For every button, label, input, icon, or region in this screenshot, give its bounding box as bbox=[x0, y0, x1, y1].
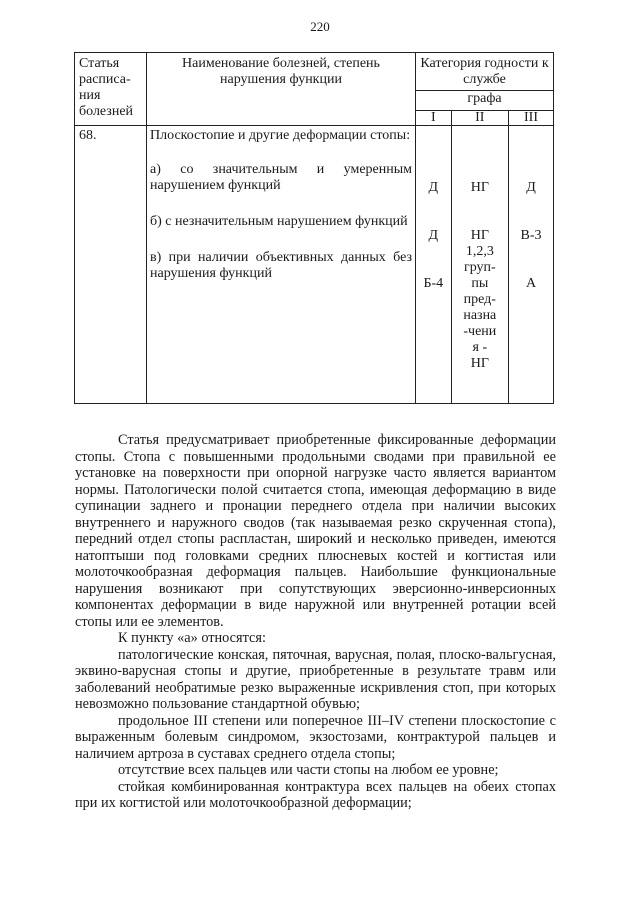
disease-schedule-table bbox=[74, 52, 554, 404]
paragraph-item-a-intro: К пункту «а» относятся: bbox=[118, 630, 266, 646]
header-graph: графа bbox=[416, 91, 554, 111]
item-b-col-3: В-3 bbox=[520, 228, 542, 243]
paragraph-item-a-4: стойкая комбинированная контрактура всех пальцев на обеих стопах при их когтистой или молоточкообразной деформации; bbox=[75, 778, 556, 811]
header-category: Категория годности к службе bbox=[416, 53, 554, 91]
item-b-col-1: Д bbox=[428, 228, 439, 243]
item-c-col-1: Б-4 bbox=[423, 276, 444, 291]
item-c-col-3: А bbox=[525, 276, 537, 291]
item-a-col-1: Д bbox=[428, 180, 439, 195]
row-title: Плоскостопие и другие деформации стопы: bbox=[150, 128, 411, 143]
header-column-2: II bbox=[451, 111, 508, 126]
header-article: Статья расписа-ния болезней bbox=[75, 53, 147, 126]
row-values-column-2 bbox=[451, 126, 508, 404]
row-values-column-3 bbox=[509, 126, 554, 404]
item-a-col-3: Д bbox=[526, 180, 536, 195]
item-c-col-2: 1,2,3 груп-пы пред-назна-чения - НГ bbox=[463, 244, 497, 371]
paragraph-item-a-3: отсутствие всех пальцев или части стопы на любом ее уровне; bbox=[118, 762, 499, 778]
item-a-col-2: НГ bbox=[470, 180, 489, 195]
item-b-col-2: НГ bbox=[470, 228, 489, 243]
page-number: 220 bbox=[310, 19, 330, 34]
header-column-1: I bbox=[416, 111, 452, 126]
row-article-number: 68. bbox=[75, 126, 147, 404]
row-disease-description bbox=[147, 126, 416, 404]
article-commentary bbox=[75, 432, 556, 812]
row-item-a-label: а) со значительным и умеренным нарушением функций bbox=[150, 162, 412, 193]
header-disease-name: Наименование болезней, степень нарушения функции bbox=[147, 53, 416, 126]
row-item-c-label: в) при наличии объективных данных без нарушения функций bbox=[150, 250, 412, 281]
row-values-column-1 bbox=[416, 126, 452, 404]
paragraph-item-a-1: патологические конская, пяточная, варусная, полая, плоско-вальгусная, эквино-варусная стопы и другие, приобретенные в результате травм или заболеваний необратимые резко выраженные искривления стоп, при которых невозможно пользование стандартной обувью; bbox=[75, 646, 556, 712]
paragraph-description: Статья предусматривает приобретенные фиксированные деформации стопы. Стопа с повышенными продольными сводами при правильной ее установке на поверхности при опорной нагрузке часто является вариантом нормы. Патологически полой считается стопа, имеющая деформацию в виде супинации заднего и пронации переднего отдела при наличии высоких внутреннего и наружного сводов (так называемая резко скрученная стопа), передний отдел стопы распластан, широкий и несколько приведен, имеются натоптыши под головками средних плюсневых костей и когтистая или молоточкообразная деформация пальцев. Наибольшие функциональные нарушения возникают при сопутствующих эверсионно-инверсионных компонентах деформации в виде наружной или внутренней ротации всей стопы или ее элементов. bbox=[75, 432, 556, 630]
header-column-3: III bbox=[509, 111, 554, 126]
paragraph-item-a-2: продольное III степени или поперечное III–IV степени плоскостопие с выраженным болевым синдромом, экзостозами, контрактурой пальцев и наличием артроза в суставах среднего отдела стопы; bbox=[75, 712, 556, 762]
row-item-b-label: б) с незначительным нарушением функций bbox=[150, 214, 408, 229]
